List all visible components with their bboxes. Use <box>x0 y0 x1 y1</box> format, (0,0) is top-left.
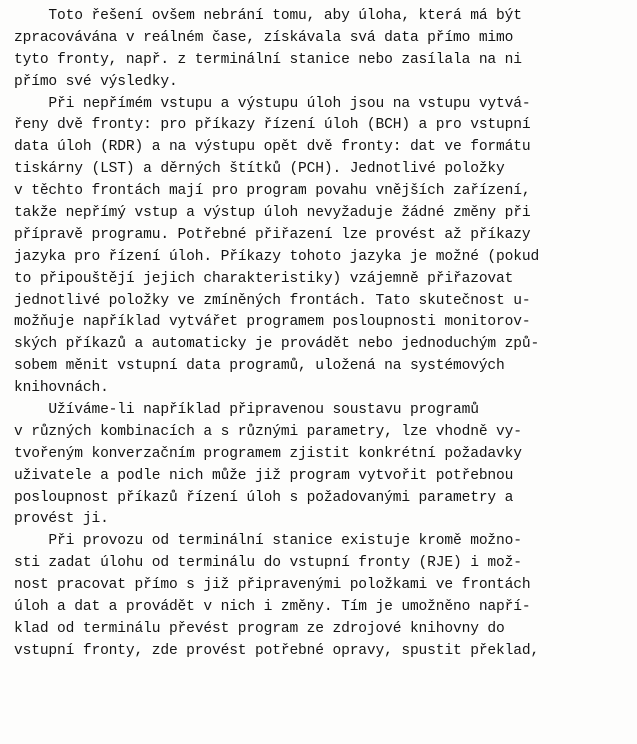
text-line: řeny dvě fronty: pro příkazy řízení úloh (BCH) a pro vstupní <box>14 117 531 134</box>
text-line: provést ji. <box>14 511 109 528</box>
text-line: možňuje například vytvářet programem posloupnosti monitorov- <box>14 314 531 331</box>
text-line: tiskárny (LST) a děrných štítků (PCH). Jednotlivé položky <box>14 161 505 178</box>
text-line: Při nepřímém vstupu a výstupu úloh jsou na vstupu vytvá- <box>14 95 531 112</box>
body-text <box>14 6 632 663</box>
text-line: jazyka pro řízení úloh. Příkazy tohoto jazyka je možné (pokud <box>14 248 540 265</box>
text-line: zpracovávána v reálném čase, získávala svá data přímo mimo <box>14 29 514 46</box>
text-line: klad od terminálu převést program ze zdrojové knihovny do <box>14 620 505 637</box>
text-line: Užíváme-li například připravenou soustavu programů <box>14 402 479 419</box>
text-line: nost pracovat přímo s již připravenými položkami ve frontách <box>14 577 531 594</box>
text-line: knihovnách. <box>14 380 109 397</box>
text-line: tyto fronty, např. z terminální stanice nebo zasílala na ni <box>14 51 522 68</box>
text-line: úloh a dat a provádět v nich i změny. Tím je umožněno napří- <box>14 599 531 616</box>
text-line: data úloh (RDR) a na výstupu opět dvě fronty: dat ve formátu <box>14 139 531 156</box>
text-line: přímo své výsledky. <box>14 73 178 90</box>
text-line: vstupní fronty, zde provést potřebné opravy, spustit překlad, <box>14 642 540 659</box>
text-line: Toto řešení ovšem nebrání tomu, aby úloha, která má být <box>14 8 522 24</box>
text-line: tvořeným konverzačním programem zjistit konkrétní požadavky <box>14 445 522 462</box>
text-line: sobem měnit vstupní data programů, uložená na systémových <box>14 358 505 375</box>
text-line: uživatele a podle nich může již program vytvořit potřebnou <box>14 467 514 484</box>
text-line: to připouštějí jejich charakteristiky) vzájemně přiřazovat <box>14 270 514 287</box>
text-line: jednotlivé položky ve zmíněných frontách. Tato skutečnost u- <box>14 292 531 309</box>
text-line: přípravě programu. Potřebné přiřazení lze provést až příkazy <box>14 226 531 243</box>
text-line: posloupnost příkazů řízení úloh s požadovanými parametry a <box>14 489 514 506</box>
text-line: Při provozu od terminální stanice existuje kromě možno- <box>14 533 522 550</box>
text-line: takže nepřímý vstup a výstup úloh nevyžaduje žádné změny při <box>14 205 531 222</box>
text-line: sti zadat úlohu od terminálu do vstupní fronty (RJE) i mož- <box>14 555 522 572</box>
text-line: v těchto frontách mají pro program povahu vnějších zařízení, <box>14 183 531 200</box>
text-line: ských příkazů a automaticky je provádět nebo jednoduchým způ- <box>14 336 540 353</box>
text-line: v různých kombinacích a s různými parametry, lze vhodně vy- <box>14 423 522 440</box>
